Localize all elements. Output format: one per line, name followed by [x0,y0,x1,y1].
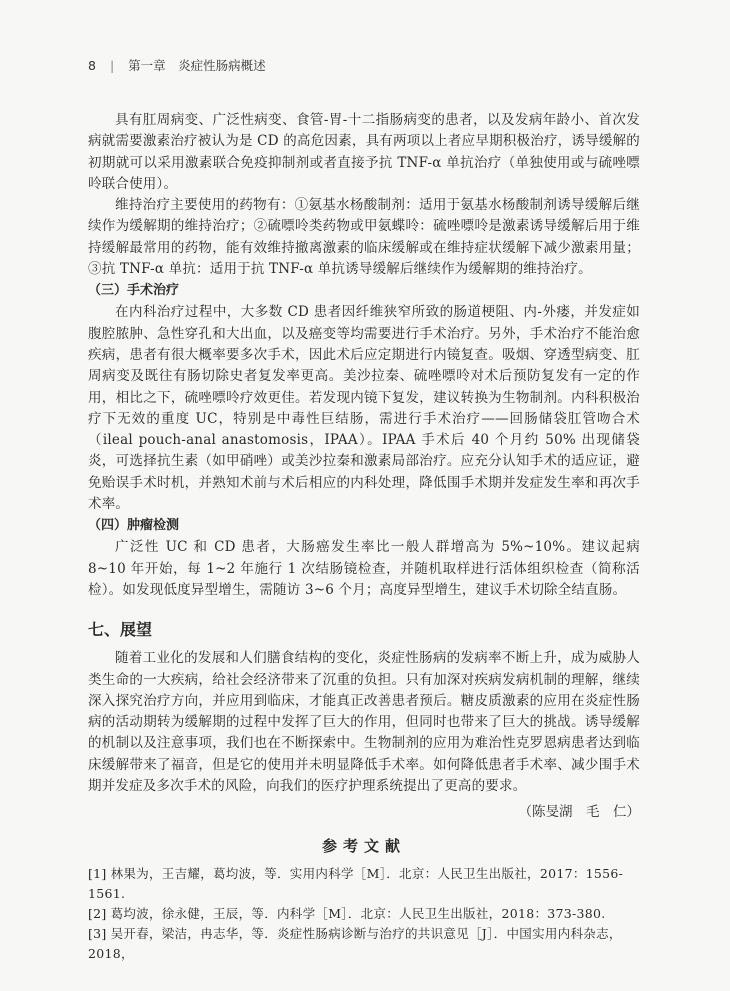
reference-text: 林果为，王吉耀，葛均波，等．实用内科学［M］．北京：人民卫生出版社，2017：1556-1561. [88,866,624,902]
surgery-heading: （三）手术治疗 [88,283,180,299]
paragraph-high-risk: 具有肛周病变、广泛性病变、食管-胃-十二指肠病变的患者，以及发病年龄小、首次发病就需要激素治疗被认为是 CD 的高危因素，具有两项以上者应早期积极治疗，诱导缓解的初期就可以采用激素联合免疫抑制剂或者直接予抗 TNF-α 单抗治疗（单独使用或与硫唑嘌呤联合使用）。 [88,112,640,192]
paragraph-outlook: 随着工业化的发展和人们膳食结构的变化，炎症性肠病的发病率不断上升，成为威胁人类生命的一大疾病，给社会经济带来了沉重的负担。只有加深对疾病发病机制的理解，继续深入探究治疗方向，并应用到临床，才能真正改善患者预后。糖皮质激素的应用在炎症性肠病的活动期转为缓解期的过程中发挥了巨大的作用，但同时也带来了巨大的挑战。诱导缓解的机制以及注意事项，我们也在不断探索中。生物制剂的应用为难治性克罗恩病患者达到临床缓解带来了福音，但是它的使用并未明显降低手术率。如何降低患者手术率、减少围手术期并发症及多次手术的风险，向我们的医疗护理系统提出了更高的要求。 [88,650,640,795]
reference-text: 葛均波，徐永健，王辰，等．内科学［M］．北京：人民卫生出版社，2018：373-380. [110,906,606,922]
chapter-title: 第一章 炎症性肠病概述 [128,58,266,73]
page-content [88,110,640,964]
reference-item [88,904,640,924]
running-head [88,56,266,74]
reference-item [88,924,640,964]
reference-text: 吴开春，梁洁，冉志华，等．炎症性肠病诊断与治疗的共识意见［J］．中国实用内科杂志，2018， [88,926,622,962]
header-separator: | [109,57,115,73]
page-number: 8 [88,57,96,73]
references-title: 参考文献 [321,837,406,856]
reference-number: [1] [88,866,107,882]
section-title-outlook: 七、展望 [88,620,153,640]
paragraph-surgery: 在内科治疗过程中，大多数 CD 患者因纤维狭窄所致的肠道梗阻、内-外瘘，并发症如腹腔脓肿、急性穿孔和大出血，以及癌变等均需要进行手术治疗。另外，手术治疗不能治愈疾病，患者有很大概率要多次手术，因此术后应定期进行内镜复查。吸烟、穿透型病变、肛周病变及既往有肠切除史者复发率更高。美沙拉秦、硫唑嘌呤对术后预防复发有一定的作用，相比之下，硫唑嘌呤疗效更佳。若发现内镜下复发，建议转换为生物制剂。内科积极治疗下无效的重度 UC，特别是中毒性巨结肠，需进行手术治疗——回肠储袋肛管吻合术（ileal pouch-anal anastomosis，IPAA）。IPAA 手术后 40 个月约 50% 出现储袋炎，可选择抗生素（如甲硝唑）或美沙拉秦和激素局部治疗。应充分认知手术的适应证，避免贻误手术时机，并熟知术前与术后相应的内科处理，降低围手术期并发症发生率和再次手术率。 [88,304,640,513]
reference-list [88,864,640,964]
reference-number: [2] [88,906,107,922]
author-signature: （陈旻湖 毛 仁） [518,804,640,821]
paragraph-tumor: 广泛性 UC 和 CD 患者，大肠癌发生率比一般人群增高为 5%~10%。建议起病 8~10 年开始，每 1~2 年施行 1 次结肠镜检查，并随机取样进行活体组织检查（简称活检）。如发现低度异型增生，需随访 3~6 个月；高度异型增生，建议手术切除全结直肠。 [88,539,640,598]
paragraph-maintenance: 维持治疗主要使用的药物有：①氨基水杨酸制剂：适用于氨基水杨酸制剂诱导缓解后继续作为缓解期的维持治疗；②硫嘌呤类药物或甲氨蝶呤：硫唑嘌呤是激素诱导缓解后用于维持缓解最常用的药物，能有效维持撤离激素的临床缓解或在维持症状缓解下减少激素用量；③抗 TNF-α 单抗：适用于抗 TNF-α 单抗诱导缓解后继续作为缓解期的维持治疗。 [88,197,640,278]
tumor-heading: （四）肿瘤检测 [88,518,180,534]
reference-item [88,864,640,904]
reference-number: [3] [88,926,107,942]
